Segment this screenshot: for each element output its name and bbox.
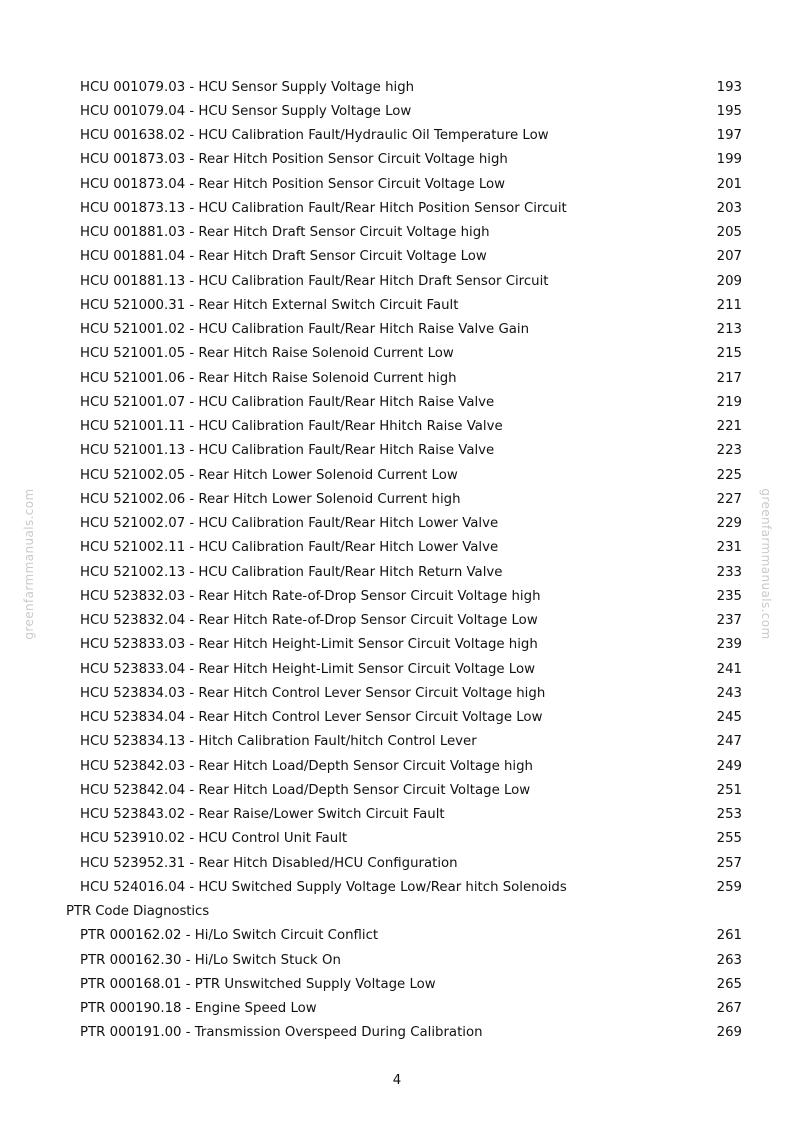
toc-entry-page-number: 235: [716, 588, 742, 604]
toc-entry[interactable]: [0, 706, 794, 730]
toc-entry-title: PTR 000190.18 - Engine Speed Low: [80, 1001, 317, 1016]
toc-entry-title: HCU 521001.13 - HCU Calibration Fault/Rear Hitch Raise Valve: [80, 443, 495, 459]
toc-entry[interactable]: [0, 997, 794, 1021]
toc-entry-page-number: 203: [716, 200, 742, 216]
toc-entry-title: HCU 523832.03 - Rear Hitch Rate-of-Drop Sensor Circuit Voltage high: [80, 588, 541, 604]
toc-entry-page-number: 263: [716, 952, 742, 968]
toc-entry-title: HCU 523910.02 - HCU Control Unit Fault: [80, 831, 348, 847]
watermark-right-text: greenfarmmanuals.com: [759, 488, 773, 640]
toc-entry-page-number: 223: [716, 443, 742, 459]
toc-entry-page-number: 267: [716, 1001, 742, 1016]
toc-entry[interactable]: [0, 682, 794, 706]
toc-entry-page-number: 255: [716, 831, 742, 847]
toc-entry-page-number: 213: [716, 322, 742, 337]
toc-entry[interactable]: [0, 827, 794, 851]
toc-entry-page-number: 239: [716, 637, 742, 653]
toc-entry-title: HCU 521001.05 - Rear Hitch Raise Solenoid Current Low: [80, 346, 454, 362]
toc-entry[interactable]: [0, 633, 794, 657]
toc-entry[interactable]: [0, 318, 794, 342]
toc-entry[interactable]: [0, 876, 794, 900]
toc-entry[interactable]: [0, 100, 794, 124]
watermark-left-text: greenfarmmanuals.com: [22, 488, 36, 640]
toc-entry-page-number: 243: [716, 685, 742, 701]
toc-entry[interactable]: [0, 973, 794, 997]
toc-entry-page-number: 215: [716, 346, 742, 362]
toc-entry-title: HCU 001638.02 - HCU Calibration Fault/Hydraulic Oil Temperature Low: [80, 128, 549, 143]
toc-entry[interactable]: [0, 367, 794, 391]
toc-entry-title: HCU 523834.03 - Rear Hitch Control Lever Sensor Circuit Voltage high: [80, 685, 546, 701]
toc-entry[interactable]: [0, 488, 794, 512]
toc-entry-title: HCU 001873.04 - Rear Hitch Position Sensor Circuit Voltage Low: [80, 176, 506, 192]
toc-entry-title: HCU 001873.13 - HCU Calibration Fault/Rear Hitch Position Sensor Circuit: [80, 200, 567, 216]
toc-entry-title: PTR 000168.01 - PTR Unswitched Supply Voltage Low: [80, 976, 436, 992]
toc-entry[interactable]: [0, 415, 794, 439]
toc-entry-page-number: 227: [716, 491, 742, 507]
toc-entry-page-number: 229: [716, 516, 742, 531]
toc-entry[interactable]: [0, 949, 794, 973]
toc-entry-title: HCU 001079.04 - HCU Sensor Supply Voltage Low: [80, 103, 412, 119]
toc-entry[interactable]: [0, 512, 794, 536]
toc-entry[interactable]: [0, 536, 794, 560]
toc-entry[interactable]: [0, 1021, 794, 1045]
toc-entry[interactable]: [0, 464, 794, 488]
toc-entry[interactable]: [0, 585, 794, 609]
toc-entry-title: HCU 523842.03 - Rear Hitch Load/Depth Sensor Circuit Voltage high: [80, 758, 533, 774]
toc-entry-page-number: 205: [716, 225, 742, 240]
toc-entry[interactable]: [0, 197, 794, 221]
toc-entry-title: HCU 523834.04 - Rear Hitch Control Lever Sensor Circuit Voltage Low: [80, 710, 543, 725]
toc-entry-page-number: 201: [716, 176, 742, 192]
toc-entry[interactable]: [0, 173, 794, 197]
toc-entry-page-number: 193: [716, 79, 742, 95]
toc-entry[interactable]: [0, 294, 794, 318]
section-heading-title: PTR Code Diagnostics: [66, 904, 210, 919]
toc-entry[interactable]: [0, 852, 794, 876]
toc-entry-page-number: 251: [716, 782, 742, 798]
toc-entry[interactable]: [0, 609, 794, 633]
page-number: 4: [392, 1073, 402, 1088]
toc-entry[interactable]: [0, 658, 794, 682]
toc-entry[interactable]: [0, 755, 794, 779]
toc-entry-page-number: 195: [716, 103, 742, 119]
toc-entry[interactable]: [0, 76, 794, 100]
toc-entry-title: HCU 523952.31 - Rear Hitch Disabled/HCU Configuration: [80, 855, 458, 871]
toc-entry-title: PTR 000162.02 - Hi/Lo Switch Circuit Conflict: [80, 928, 379, 944]
toc-entry-page-number: 241: [716, 661, 742, 677]
toc-entry-page-number: 237: [716, 613, 742, 628]
toc-entry-title: HCU 523833.04 - Rear Hitch Height-Limit Sensor Circuit Voltage Low: [80, 661, 535, 677]
toc-entry[interactable]: [0, 245, 794, 269]
toc-entry[interactable]: [0, 803, 794, 827]
toc-entry[interactable]: [0, 439, 794, 463]
toc-entry-title: HCU 001079.03 - HCU Sensor Supply Voltage high: [80, 79, 415, 95]
toc-entry[interactable]: [0, 924, 794, 948]
toc-entry-title: HCU 001873.03 - Rear Hitch Position Sensor Circuit Voltage high: [80, 152, 508, 168]
toc-entry-page-number: 257: [716, 855, 742, 871]
toc-entry-title: HCU 523843.02 - Rear Raise/Lower Switch Circuit Fault: [80, 807, 445, 822]
toc-entry-page-number: 265: [716, 976, 742, 992]
toc-entry-page-number: 269: [716, 1025, 742, 1041]
toc-entry-page-number: 217: [716, 370, 742, 386]
toc-entry-page-number: 247: [716, 734, 742, 750]
toc-entry-page-number: 231: [716, 540, 742, 556]
toc-entry-page-number: 225: [716, 467, 742, 483]
toc-entry[interactable]: [0, 270, 794, 294]
toc-entry-page-number: 245: [716, 710, 742, 725]
toc-entry-page-number: 199: [716, 152, 742, 168]
toc-entry-title: HCU 001881.04 - Rear Hitch Draft Sensor Circuit Voltage Low: [80, 249, 487, 265]
toc-entry-title: HCU 521002.05 - Rear Hitch Lower Solenoid Current Low: [80, 467, 458, 483]
table-of-contents: [0, 76, 794, 1046]
toc-entry-page-number: 221: [716, 419, 742, 434]
toc-entry-title: HCU 521002.13 - HCU Calibration Fault/Rear Hitch Return Valve: [80, 564, 503, 580]
toc-entry-page-number: 233: [716, 564, 742, 580]
toc-entry-title: PTR 000191.00 - Transmission Overspeed During Calibration: [80, 1025, 483, 1041]
toc-entry-title: HCU 523833.03 - Rear Hitch Height-Limit Sensor Circuit Voltage high: [80, 637, 538, 653]
toc-entry-page-number: 207: [716, 249, 742, 265]
toc-entry-title: HCU 001881.03 - Rear Hitch Draft Sensor Circuit Voltage high: [80, 225, 490, 240]
toc-entry-title: HCU 521002.06 - Rear Hitch Lower Solenoid Current high: [80, 491, 461, 507]
toc-entry-title: HCU 523842.04 - Rear Hitch Load/Depth Sensor Circuit Voltage Low: [80, 782, 531, 798]
toc-entry-title: HCU 521002.11 - HCU Calibration Fault/Rear Hitch Lower Valve: [80, 540, 499, 556]
toc-entry-page-number: 211: [716, 297, 742, 313]
toc-entry-page-number: 249: [716, 758, 742, 774]
toc-entry[interactable]: [0, 148, 794, 172]
toc-entry-title: HCU 521001.02 - HCU Calibration Fault/Rear Hitch Raise Valve Gain: [80, 322, 530, 337]
toc-entry-title: HCU 521001.11 - HCU Calibration Fault/Rear Hhitch Raise Valve: [80, 419, 503, 434]
toc-entry[interactable]: [0, 391, 794, 415]
toc-entry[interactable]: [0, 221, 794, 245]
toc-entry-page-number: 209: [716, 273, 742, 289]
toc-entry[interactable]: [0, 561, 794, 585]
toc-entry-page-number: 259: [716, 879, 742, 895]
toc-entry-title: HCU 523832.04 - Rear Hitch Rate-of-Drop Sensor Circuit Voltage Low: [80, 613, 538, 628]
section-heading: [0, 900, 794, 924]
toc-entry[interactable]: [0, 779, 794, 803]
toc-entry-title: HCU 521002.07 - HCU Calibration Fault/Rear Hitch Lower Valve: [80, 516, 499, 531]
toc-entry-title: HCU 524016.04 - HCU Switched Supply Voltage Low/Rear hitch Solenoids: [80, 879, 567, 895]
toc-entry-page-number: 197: [716, 128, 742, 143]
toc-entry-page-number: 219: [716, 394, 742, 410]
toc-entry-page-number: 261: [716, 928, 742, 944]
toc-entry-title: PTR 000162.30 - Hi/Lo Switch Stuck On: [80, 952, 341, 968]
toc-entry[interactable]: [0, 730, 794, 754]
toc-entry-title: HCU 523834.13 - Hitch Calibration Fault/hitch Control Lever: [80, 734, 477, 750]
toc-entry[interactable]: [0, 124, 794, 148]
toc-entry-title: HCU 521001.06 - Rear Hitch Raise Solenoid Current high: [80, 370, 457, 386]
toc-entry-page-number: 253: [716, 807, 742, 822]
toc-entry[interactable]: [0, 342, 794, 366]
toc-entry-title: HCU 001881.13 - HCU Calibration Fault/Rear Hitch Draft Sensor Circuit: [80, 273, 549, 289]
toc-entry-title: HCU 521001.07 - HCU Calibration Fault/Rear Hitch Raise Valve: [80, 394, 495, 410]
toc-entry-title: HCU 521000.31 - Rear Hitch External Switch Circuit Fault: [80, 297, 459, 313]
